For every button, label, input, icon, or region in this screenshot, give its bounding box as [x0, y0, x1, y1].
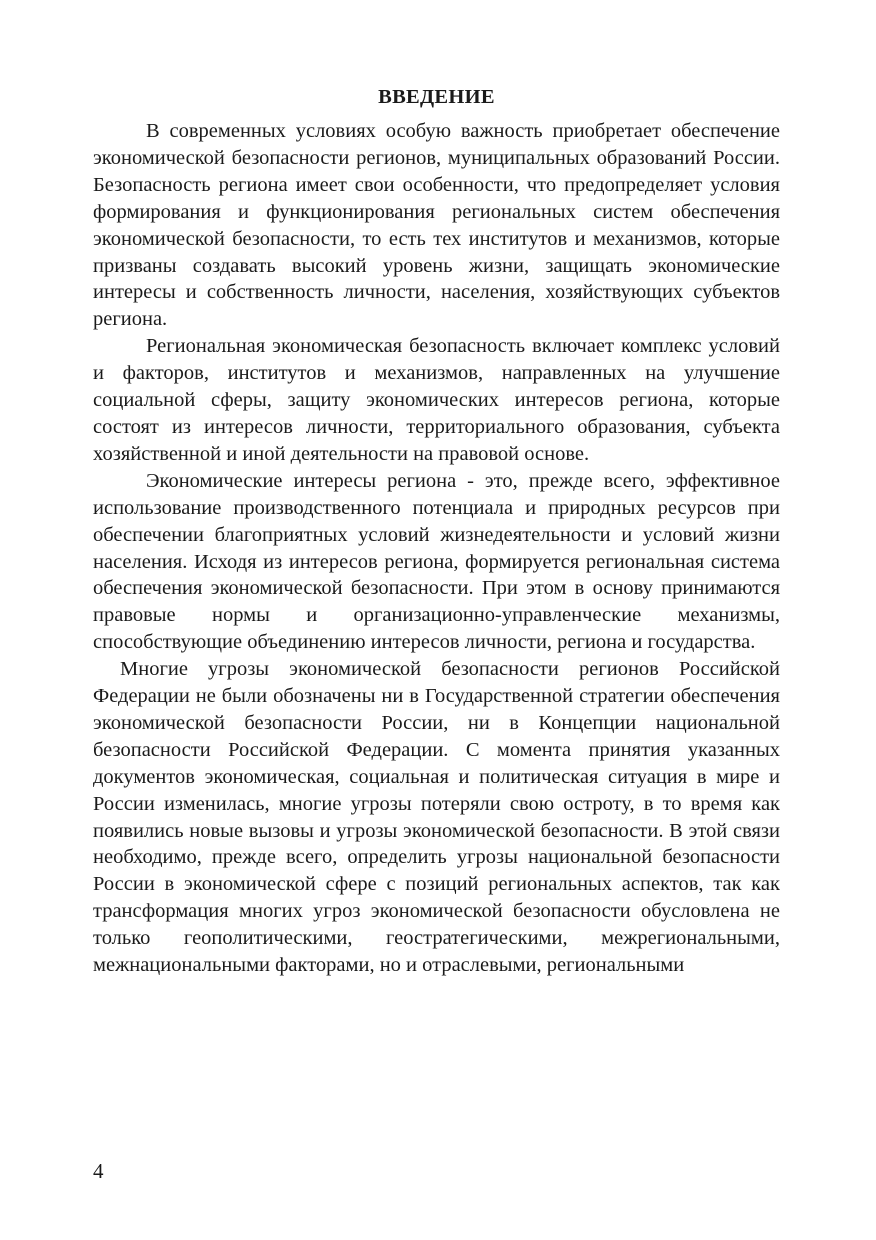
paragraph-4: Многие угрозы экономической безопасности регионов Российской Федерации не были обозначены ни в Государственной стратегии обеспечения экономической безопасности России, ни в Концепции национальной безопасности Российской Федерации. С момента принятия указанных документов экономическая, социальная и политическая ситуация в мире и России изменилась, многие угрозы потеряли свою остроту, в то время как появились новые вызовы и угрозы экономической безопасности. В этой связи необходимо, прежде всего, определить угрозы национальной безопасности России в экономической сфере с позиций региональных аспектов, так как трансформация многих угроз экономической безопасности обусловлена не только геополитическими, геостратегическими, межрегиональными, межнациональными факторами, но и отраслевыми, региональными [93, 658, 780, 977]
page-number: 4 [93, 1159, 104, 1183]
paragraph-3: Экономические интересы региона - это, прежде всего, эффективное использование производственного потенциала и природных ресурсов при обеспечении благоприятных условий жизнедеятельности и условий жизни населения. Исходя из интересов региона, формируется региональная система обеспечения экономической безопасности. При этом в основу принимаются правовые нормы и организационно-управленческие механизмы, способствующие объединению интересов личности, региона и государства. [93, 469, 780, 654]
paragraph-1: В современных условиях особую важность приобретает обеспечение экономической безопасности регионов, муниципальных образований России. Безопасность региона имеет свои особенности, что предопределяет условия формирования и функционирования региональных систем обеспечения экономической безопасности, то есть тех институтов и механизмов, которые призваны создавать высокий уровень жизни, защищать экономические интересы и собственность личности, населения, хозяйствующих субъектов региона. [93, 120, 780, 331]
page-title: ВВЕДЕНИЕ [378, 86, 495, 108]
page-body [93, 84, 780, 979]
paragraph-2: Региональная экономическая безопасность включает комплекс условий и факторов, институтов и механизмов, направленных на улучшение социальной сферы, защиту экономических интересов региона, которые состоят из интересов личности, территориального образования, субъекта хозяйственной и иной деятельности на правовой основе. [93, 335, 780, 465]
